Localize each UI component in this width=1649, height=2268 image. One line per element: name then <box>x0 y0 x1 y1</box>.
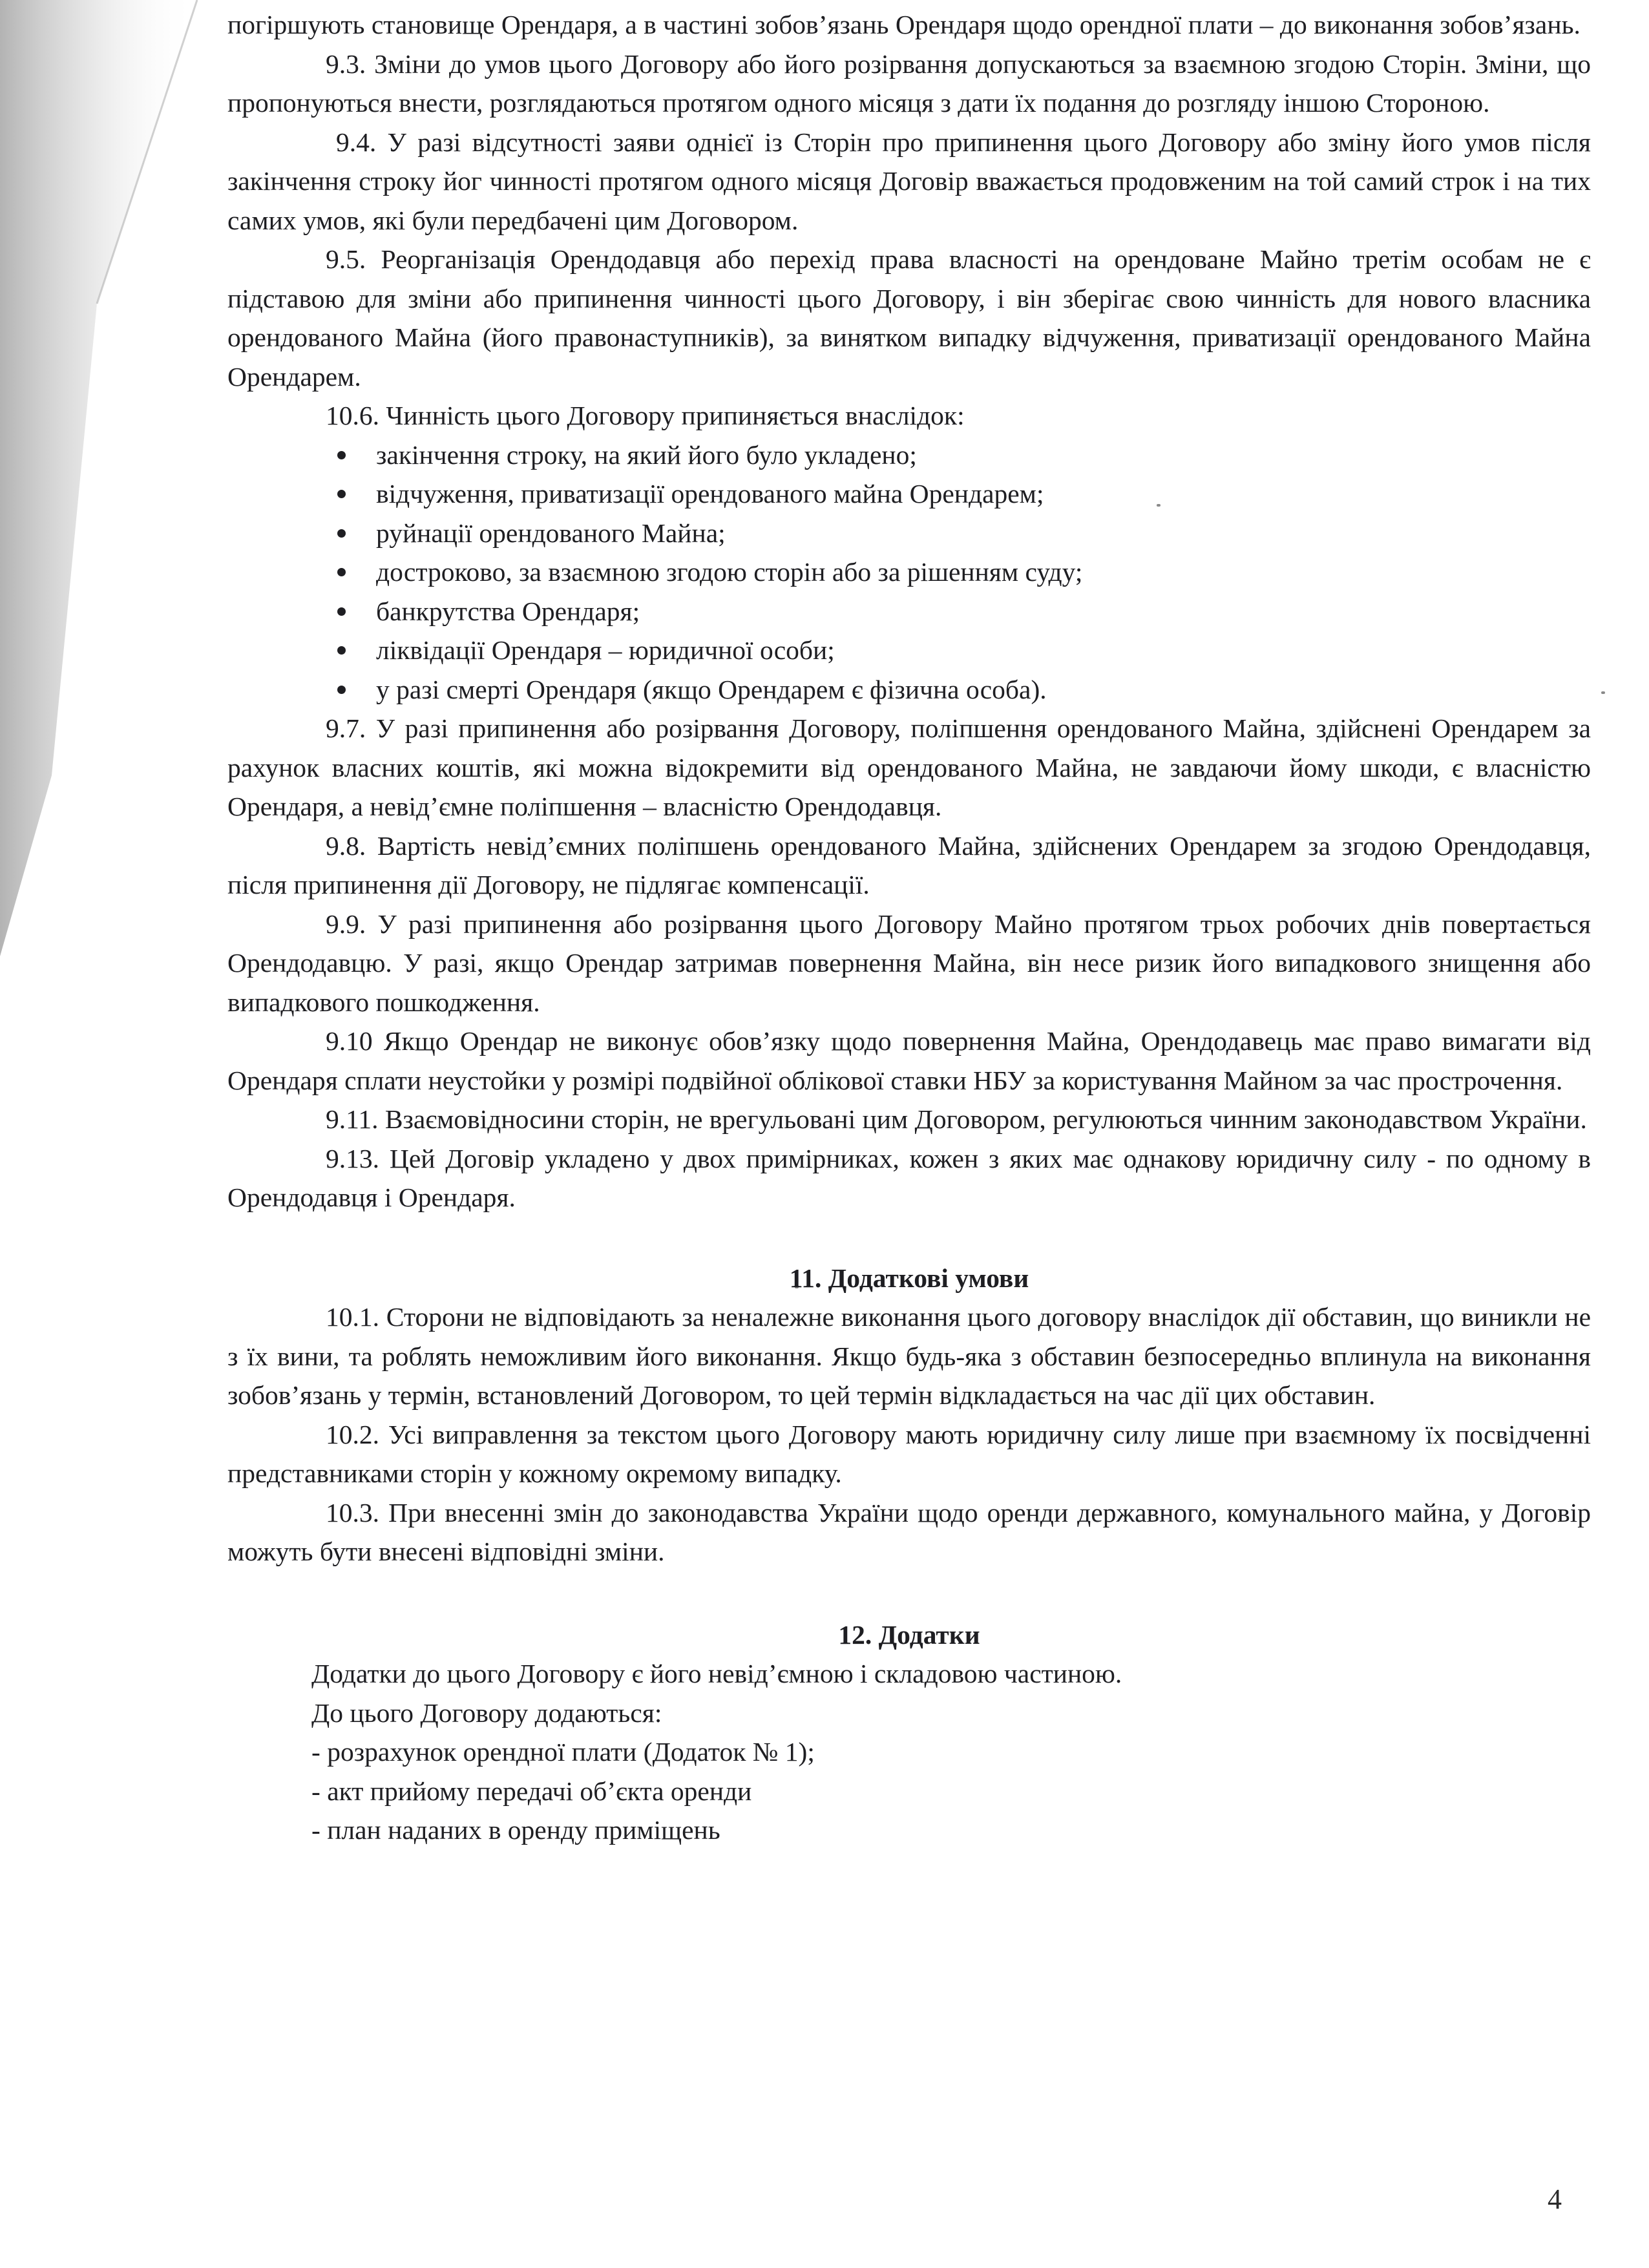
attachments-line: - акт прийому передачі об’єкта оренди <box>311 1776 752 1806</box>
paragraph-10-1: 10.1. Сторони не відповідають за неналежне виконання цього договору внаслідок дії обставин, що виникли не з їх вини, та роблять неможливим його виконання. Якщо будь-яка з обставин безпосередньо вплинула на виконання зобов’язань у термін, встановлений Договором, то цей термін відкладається на час дії цих обставин. <box>227 1302 1591 1410</box>
list-item: закінчення строку, на який його було укладено; <box>376 436 1591 475</box>
paragraph-9-5: 9.5. Реорганізація Орендодавця або перехід права власності на орендоване Майно третім особам не є підставою для зміни або припинення чинності цього Договору, і він зберігає свою чинність для нового власника орендованого Майна (його правонаступників), за винятком випадку відчуження, приватизації орендованого Майна Орендарем. <box>227 244 1591 392</box>
list-item: ліквідації Орендаря – юридичної особи; <box>376 631 1591 670</box>
paragraph-intro-continuation: погіршують становище Орендаря, а в частині зобов’язань Орендаря щодо орендної плати – до виконання зобов’язань. <box>227 10 1581 39</box>
section-12-heading: 12. Додатки <box>838 1619 980 1650</box>
scan-speck <box>1601 691 1605 694</box>
paragraph-9-3: 9.3. Зміни до умов цього Договору або його розірвання допускаються за взаємною згодою Сторін. Зміни, що пропонуються внести, розглядаються протягом одного місяця з дати їх подання до розгляду іншою Стороною. <box>227 48 1591 118</box>
paragraph-9-7: 9.7. У разі припинення або розірвання Договору, поліпшення орендованого Майна, здійснені Орендарем за рахунок власних коштів, які можна відокремити від орендованого Майна, не завдаючи йому шкоди, є власністю Орендаря, а невід’ємне поліпшення – власністю Орендодавця. <box>227 713 1591 821</box>
document-page <box>227 0 1591 1850</box>
attachments-line: Додатки до цього Договору є його невід’ємною і складовою частиною. <box>311 1659 1122 1688</box>
termination-reasons-list <box>227 436 1591 709</box>
scanned-page-edge-shadow <box>0 0 220 2268</box>
paragraph-10-6: 10.6. Чинність цього Договору припиняється внаслідок: <box>326 401 965 430</box>
paragraph-9-10: 9.10 Якщо Орендар не виконує обов’язку щодо повернення Майна, Орендодавець має право вимагати від Орендаря сплати неустойки у розмірі подвійної облікової ставки НБУ за користування Майном за час прострочення. <box>227 1026 1591 1095</box>
paragraph-10-3: 10.3. При внесенні змін до законодавства України щодо оренди державного, комунального майна, у Договір можуть бути внесені відповідні зміни. <box>227 1497 1591 1566</box>
paragraph-9-13: 9.13. Цей Договір укладено у двох примірниках, кожен з яких має однакову юридичну силу - по одному в Орендодавця і Орендаря. <box>227 1143 1591 1212</box>
paragraph-9-8: 9.8. Вартість невід’ємних поліпшень орендованого Майна, здійснених Орендарем за згодою Орендодавця, після припинення дії Договору, не підлягає компенсації. <box>227 830 1591 899</box>
list-item: руйнації орендованого Майна; <box>376 514 1591 553</box>
paragraph-9-11: 9.11. Взаємовідносини сторін, не врегульовані цим Договором, регулюються чинним законодавством України. <box>326 1104 1587 1134</box>
paragraph-9-4: 9.4. У разі відсутності заяви однієї із Сторін про припинення цього Договору або зміну його умов після закінчення строку йог чинності протягом одного місяця Договір вважається продовженим на той самий строк і на тих самих умов, які були передбачені цим Договором. <box>227 127 1591 235</box>
list-item: відчуження, приватизації орендованого майна Орендарем; <box>376 474 1591 514</box>
list-item: у разі смерті Орендаря (якщо Орендарем є фізична особа). <box>376 670 1591 709</box>
paragraph-10-2: 10.2. Усі виправлення за текстом цього Договору мають юридичну силу лише при взаємному їх посвідченні представниками сторін у кожному окремому випадку. <box>227 1419 1591 1488</box>
attachments-line: - план наданих в оренду приміщень <box>311 1815 720 1845</box>
list-item: достроково, за взаємною згодою сторін або за рішенням суду; <box>376 552 1591 592</box>
paragraph-9-9: 9.9. У разі припинення або розірвання цього Договору Майно протягом трьох робочих днів повертається Орендодавцю. У разі, якщо Орендар затримав повернення Майна, він несе ризик його випадкового знищення або випадкового пошкодження. <box>227 908 1591 1017</box>
section-11-heading: 11. Додаткові умови <box>789 1263 1029 1293</box>
attachments-line: - розрахунок орендної плати (Додаток № 1); <box>311 1737 815 1767</box>
list-item: банкрутства Орендаря; <box>376 592 1591 631</box>
attachments-line: До цього Договору додаються: <box>311 1697 662 1728</box>
page-number: 4 <box>1548 2183 1562 2215</box>
